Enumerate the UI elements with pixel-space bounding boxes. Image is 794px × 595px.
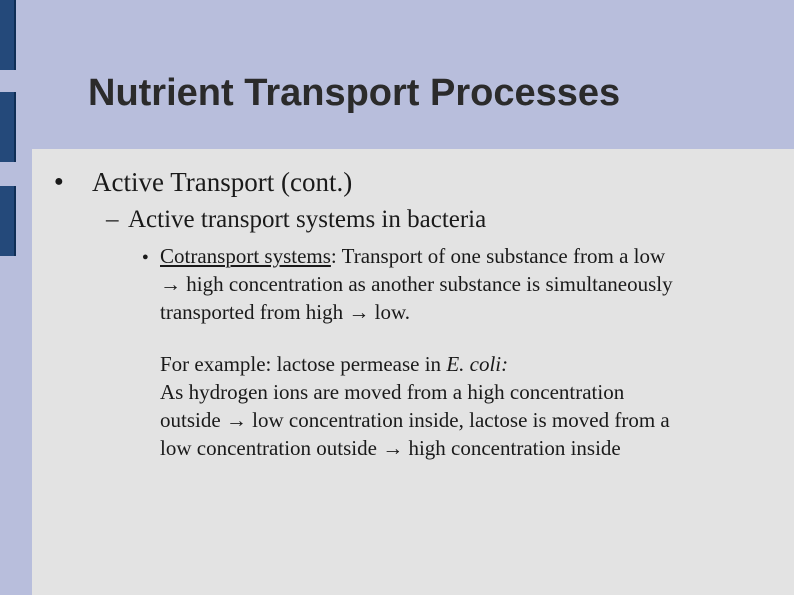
example-line4-b: high concentration inside	[403, 436, 621, 460]
example-line3-a: outside	[160, 408, 226, 432]
decoration-tick	[0, 186, 16, 256]
dash-level2: –	[106, 206, 119, 233]
left-decoration-bar	[0, 0, 18, 595]
example-line-1	[160, 352, 508, 377]
decoration-tick	[0, 0, 16, 70]
subbullet-active-transport-systems: Active transport systems in bacteria	[128, 206, 487, 233]
bullet-active-transport: Active Transport (cont.)	[92, 167, 353, 197]
decoration-tick	[0, 92, 16, 162]
cotransport-line3-b: low.	[369, 300, 411, 324]
cotransport-line-3	[160, 300, 410, 325]
example-line1-a: For example: lactose permease in	[160, 352, 447, 376]
example-line3-b: low concentration inside, lactose is moved from a	[246, 408, 670, 432]
right-arrow-icon: →	[382, 436, 404, 460]
example-line4-a: low concentration outside	[160, 436, 383, 460]
slide-title: Nutrient Transport Processes	[88, 72, 621, 114]
bullet-level3: ●	[142, 251, 149, 263]
right-arrow-icon: →	[348, 300, 370, 324]
example-line-2: As hydrogen ions are moved from a high concentration	[160, 380, 625, 404]
cotransport-colon: :	[330, 244, 337, 268]
cotransport-line1-text: Transport of one substance from a low	[336, 244, 666, 268]
ecoli-term: E. coli:	[446, 352, 509, 376]
cotransport-term: Cotransport systems	[160, 244, 331, 268]
right-arrow-icon: →	[160, 272, 181, 296]
cotransport-line2-text: high concentration as another substance is simultaneously	[181, 272, 673, 296]
example-line-3	[160, 408, 670, 433]
example-line-4	[160, 436, 621, 461]
slide-content	[32, 149, 794, 595]
cotransport-line-1	[160, 244, 665, 269]
bullet-level1: ●	[54, 173, 64, 190]
right-arrow-icon: →	[225, 408, 247, 432]
cotransport-line-2	[160, 272, 673, 297]
cotransport-line3-a: transported from high	[160, 300, 349, 324]
